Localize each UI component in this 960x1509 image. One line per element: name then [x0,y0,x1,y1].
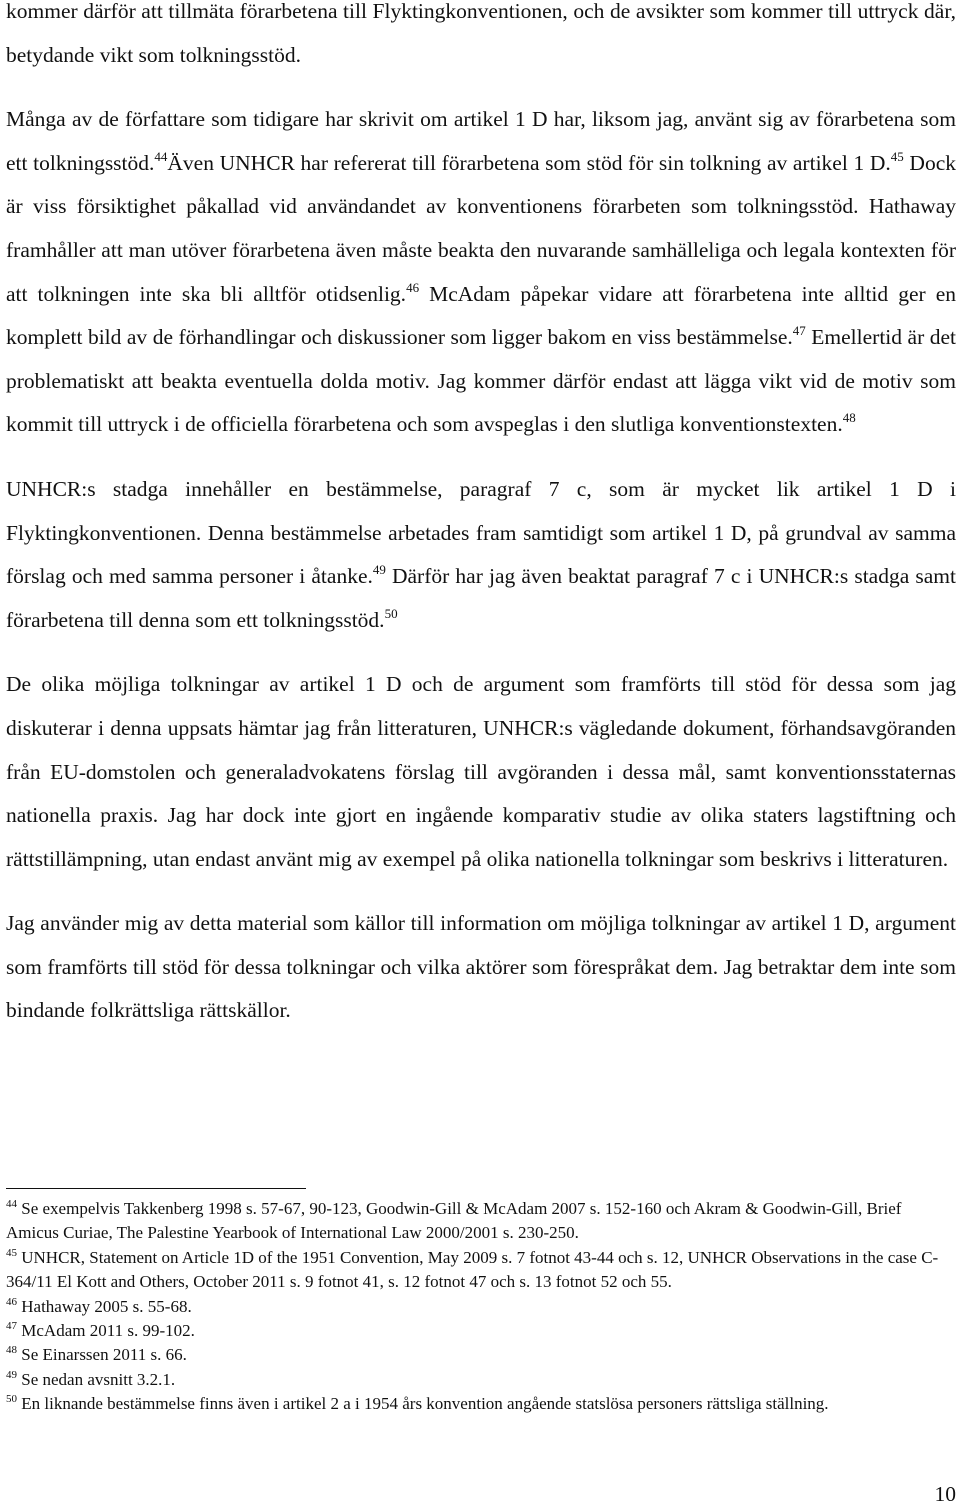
footnote-46 [6,1295,942,1319]
footnote-45 [6,1246,942,1295]
page-body [6,0,956,1033]
footnote-48 [6,1343,942,1367]
paragraph-2 [6,98,956,447]
footnote-text: Se exempelvis Takkenberg 1998 s. 57-67, 90-123, Goodwin-Gill & McAdam 2007 s. 152-160 och Akram & Goodwin-Gill, Brief Amicus Curiae, The Palestine Yearbook of International Law 2000/2001 s. 230-250. [6,1199,902,1243]
paragraph-3-text-b: Därför har jag även beaktat paragraf 7 c i UNHCR:s stadga samt förarbetena till denna som ett tolkningsstöd. [6,564,956,632]
footnote-ref-49[interactable]: 49 [372,562,386,578]
footnote-49 [6,1368,942,1392]
paragraph-5-text: Jag använder mig av detta material som källor till information om möjliga tolkningar av artikel 1 D, argument som framförts till stöd för dessa tolkningar och vilka aktörer som förespråkat dem. Jag betraktar dem inte som bindande folkrättsliga rättskällor. [6,911,956,1023]
footnote-separator [6,1188,306,1189]
footnote-number: 44 [6,1198,17,1210]
footnote-47 [6,1319,942,1343]
footnote-text: McAdam 2011 s. 99-102. [17,1321,195,1341]
footnote-number: 47 [6,1320,17,1333]
page-number: 10 [934,1482,956,1506]
paragraph-2-text-b: Även UNHCR har refererat till förarbetena som stöd för sin tolkning av artikel 1 D. [167,150,891,175]
footnote-ref-50[interactable]: 50 [384,605,398,621]
paragraph-1 [6,0,956,77]
footnote-44 [6,1197,942,1246]
paragraph-3-text-a: UNHCR:s stadga innehåller en bestämmelse, paragraf 7 c, som är mycket lik artikel 1 D i Flyktingkonventionen. Denna bestämmelse arbetades fram samtidigt som artikel 1 D, på grundval av samma förslag och med samma personer i åtanke. [6,476,956,589]
paragraph-2-text-e: Emellertid är det problematiskt att beakta eventuella dolda motiv. Jag kommer därför endast att lägga vikt vid de motiv som kommit till uttryck i de officiella förarbetena och som avspeglas i den slutliga konventionstexten. [6,325,956,437]
paragraph-4 [6,663,956,881]
footnote-number: 45 [6,1246,17,1259]
paragraph-5 [6,902,956,1033]
footnote-50 [6,1392,942,1416]
paragraph-4-text: De olika möjliga tolkningar av artikel 1 D och de argument som framförts till stöd för dessa som jag diskuterar i denna uppsats hämtar jag från litteraturen, UNHCR:s vägledande dokument, förhandsavgöranden från EU-domstolen och generaladvokatens förslag till avgöranden i dessa mål, samt konventionsstaternas nationella praxis. Jag har dock inte gjort en ingående komparativ studie av olika staters lagstiftning och rättstillämpning, utan endast använt mig av exempel på olika nationella tolkningar som beskrivs i litteraturen. [6,672,956,871]
footnote-ref-46[interactable]: 46 [406,279,420,295]
footnote-number: 48 [6,1344,17,1357]
paragraph-1-text: kommer därför att tillmäta förarbetena till Flyktingkonventionen, och de avsikter som kommer till uttryck där, betydande vikt som tolkningsstöd. [6,0,956,67]
footnote-text: Hathaway 2005 s. 55-68. [17,1296,192,1316]
footnote-text: Se Einarssen 2011 s. 66. [17,1345,187,1365]
paragraph-2-text-c: Dock är viss försiktighet påkallad vid användandet av konventionens förarbeten som tolkningsstöd. Hathaway framhåller att man utöver förarbetena även måste beakta den nuvarande samhälleliga och legala kontexten för att tolkningen inte ska bli alltför otidsenlig. [6,150,957,306]
paragraph-2-text-d: McAdam påpekar vidare att förarbetena inte alltid ger en komplett bild av de förhandlingar och diskussioner som ligger bakom en viss bestämmelse. [6,281,956,350]
footnote-text: Se nedan avsnitt 3.2.1. [17,1369,176,1389]
footnote-ref-47[interactable]: 47 [792,323,806,339]
footnotes [6,1197,942,1417]
footnote-text: En liknande bestämmelse finns även i artikel 2 a i 1954 års konvention angående statslösa personers rättsliga ställning. [17,1394,829,1414]
footnote-number: 50 [6,1393,17,1406]
footnote-number: 49 [6,1368,17,1381]
paragraph-2-text-a: Många av de författare som tidigare har skrivit om artikel 1 D har, liksom jag, använt sig av förarbetena som ett tolkningsstöd. [6,107,956,175]
paragraph-3 [6,468,956,642]
footnote-ref-45[interactable]: 45 [890,148,904,164]
footnote-number: 46 [6,1295,17,1308]
footnote-ref-48[interactable]: 48 [842,410,856,426]
footnote-text: UNHCR, Statement on Article 1D of the 1951 Convention, May 2009 s. 7 fotnot 43-44 och s. 12, UNHCR Observations in the case C-364/11 El Kott and Others, October 2011 s. 9 fotnot 41, s. 12 fotnot 47 och s. 13 fotnot 52 och 55. [6,1247,939,1292]
footnote-ref-44[interactable]: 44 [154,148,168,164]
